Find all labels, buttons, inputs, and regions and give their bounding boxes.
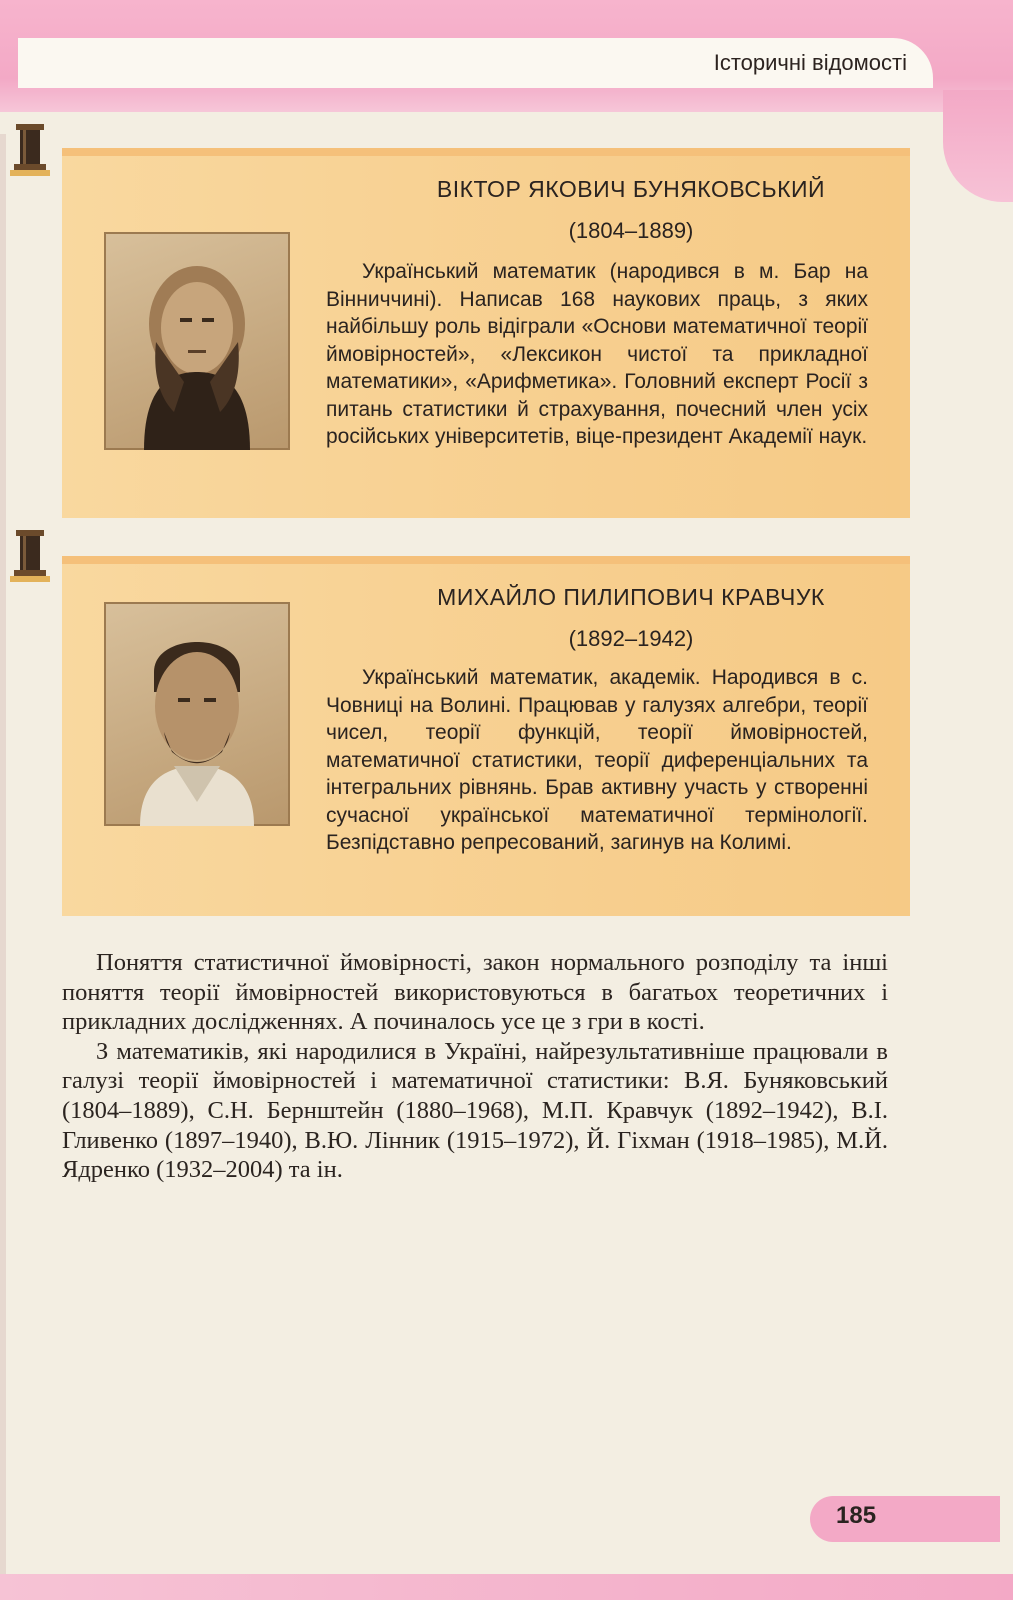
page-edge: [0, 0, 6, 1600]
section-title: Історичні відомості: [713, 50, 907, 75]
bio-years: (1892–1942): [568, 626, 694, 651]
bio-text: Український математик (народився в м. Бар на Вінниччині). Написав 168 наукових праць, з яких найбільшу роль відіграли «Основи математичної теорії ймовірностей», «Лексикон чистої та прикладної математики», «Арифметика». Головний експерт Росії з питань статистики й страхування, почесний член усіх російських університетів, віце-президент Академії наук.: [326, 260, 868, 448]
body-text: [62, 948, 888, 1185]
bio-card-kravchuk: [62, 556, 910, 916]
paragraph: З математиків, які народилися в Україні, найрезультативніше працювали в галузі теорії ймовірностей і математичної статистики: В.Я. Буняковський (1804–1889), С.Н. Бернштейн (1880–1968), М.П. Кравчук (1892–1942), В.І. Гливенко (1897–1940), В.Ю. Лінник (1915–1972), Й. Гіхман (1918–1985), М.Й. Ядренко (1932–2004) та ін.: [62, 1037, 888, 1184]
bio-text: Український математик, академік. Народився в с. Човниці на Волині. Працював у галузях алгебри, теорії чисел, теорії функцій, теорії ймовірностей, математичної статистики, теорії диференціальних та інтегральних рівнянь. Брав активну участь у створенні сучасної української математичної термінології. Безпідставно репресований, загинув на Колимі.: [326, 666, 868, 854]
column-icon: [10, 528, 50, 584]
portrait-kravchuk: [104, 602, 290, 826]
bio-name: МИХАЙЛО ПИЛИПОВИЧ КРАВЧУК: [437, 584, 825, 610]
bio-card-bunyakovsky: [62, 148, 910, 518]
footer-band: [0, 1574, 1013, 1600]
bio-name: ВІКТОР ЯКОВИЧ БУНЯКОВСЬКИЙ: [436, 176, 826, 202]
header-corner: [943, 90, 1013, 202]
column-icon: [10, 122, 50, 178]
bio-years: (1804–1889): [568, 218, 694, 243]
page-number: 185: [836, 1502, 877, 1529]
paragraph: Поняття статистичної ймовірності, закон нормального розподілу та інші поняття теорії ймовірностей використовуються в багатьох теоретичних і прикладних дослідженнях. А починалось усе це з гри в кості.: [62, 949, 888, 1036]
portrait-bunyakovsky: [104, 232, 290, 450]
